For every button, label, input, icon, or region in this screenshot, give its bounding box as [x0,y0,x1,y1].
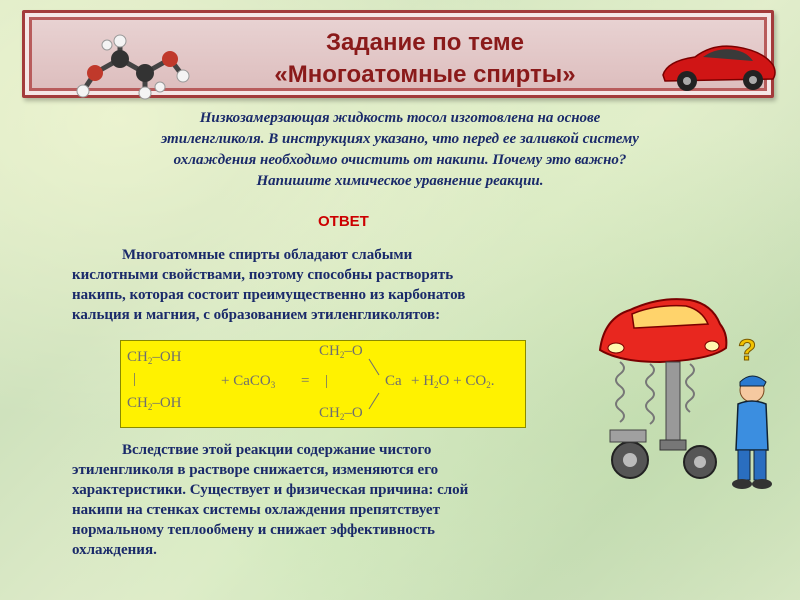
paragraph-line: характеристики. Существует и физическая причина: слой [72,482,469,498]
right-bottom-group: $CH_2-O$ [319,405,363,422]
paragraph-line: кислотными свойствами, поэтому способны растворять [72,267,454,283]
red-sports-car-icon [655,33,780,98]
paragraph-line: Многоатомные спирты обладают слабыми [122,247,413,263]
answer-paragraph-2 [72,440,602,560]
question-mark-icon: ? [738,334,757,367]
left-bottom-group: $CH_2-OH$ [127,395,182,412]
paragraph-line: накипь, которая состоит преимущественно из карбонатов [72,287,466,303]
equals-sign: = [301,373,310,389]
ethylene-glycol-molecule-icon [65,31,195,106]
paragraph-line: Вследствие этой реакции содержание чистого [122,442,432,458]
task-text [70,108,730,192]
task-line: Напишите химическое уравнение реакции. [256,173,544,189]
products: + $H_2O + CO_2$. [411,373,495,390]
paragraph-line: нормальному теплообмену и снижает эффективность [72,522,435,538]
chelate-bonds [367,355,381,413]
left-top-group: $CH_2-OH$ [127,349,182,366]
task-line: охлаждения необходимо очистить от накипи. Почему это важно? [173,152,627,168]
calcium: Ca [385,373,402,389]
title-banner [22,10,774,98]
title-line-1: Задание по теме [326,29,524,56]
right-top-group: $CH_2-O$ [319,343,363,360]
paragraph-line: этиленгликоля в растворе снижается, изменяются его [72,462,439,478]
mechanic-car-lift-illustration [590,290,785,500]
right-bond: | [325,373,329,389]
left-bond: | [133,371,137,387]
paragraph-line: накипи на стенках системы охлаждения препятствует [72,502,440,518]
task-line: Низкозамерзающая жидкость тосол изготовлена на основе [199,110,601,126]
paragraph-line: охлаждения. [72,542,157,558]
answer-heading: ОТВЕТ [318,213,369,230]
answer-paragraph-1 [72,245,602,325]
reagent-caco3: + CaCO$_3$ [221,373,276,390]
reaction-equation [120,340,526,428]
paragraph-line: кальция и магния, с образованием этиленгликолятов: [72,307,441,323]
title-line-2: «Многоатомные спирты» [274,61,576,88]
task-line: этиленгликоля. В инструкциях указано, что перед ее заливкой систему [161,131,639,147]
